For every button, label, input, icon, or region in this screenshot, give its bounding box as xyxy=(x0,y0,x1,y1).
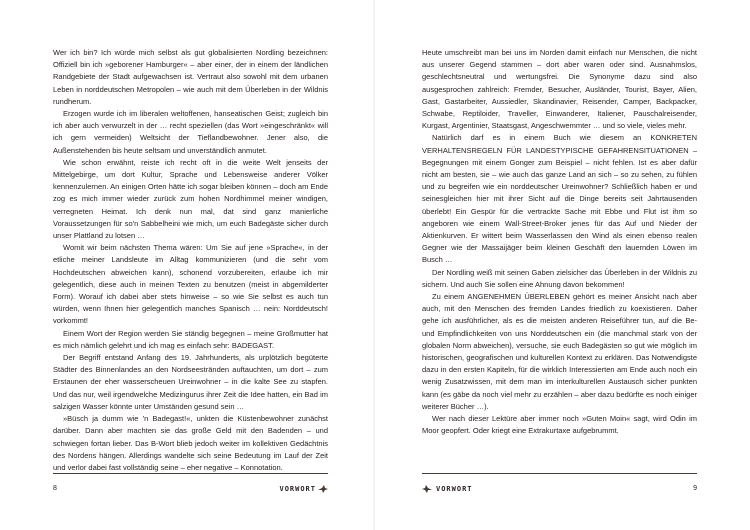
left-footer xyxy=(53,483,328,495)
section-title: VORWORT xyxy=(279,485,316,493)
section-title: VORWORT xyxy=(436,485,473,493)
paragraph: Der Begriff entstand Anfang des 19. Jahrhunderts, als urplötzlich begüterte Städter des Binnenlandes an den Nordseestränden auftauchten, um dort – zum Erstaunen der eher wasserscheuen Ureinwohner – in die kalte See zu stapfen. Und das nur, weil irgendwelche Medizingurus ihrer Zeit die Idee hatten, ein Bad im salzigen Wasser könnte unter Umständen gesund sein … xyxy=(53,353,328,411)
bird-icon xyxy=(318,485,328,493)
paragraph: Womit wir beim nächsten Thema wären: Um Sie auf jene »Sprache«, in der etliche meiner Landsleute im Alltag kommunizieren (und die sehr vom Hochdeutschen abweichen kann), schonend vorzubereiten, erlaube ich mir gelegentlich, diese auch in meinen Texten zu benutzen (meist in abgemilderter Form). Worauf ich dabei aber stets hinweise – so wie Sie selbst es auch tun würden, wenn Ihnen hier gelegentlich manches Spanisch … nein: Norddeutsch! vorkommt! xyxy=(53,243,328,326)
paragraph: Einem Wort der Region werden Sie ständig begegnen – meine Großmutter hat es mich nämlich gelehrt und ich mag es einfach sehr: BADEGAST. xyxy=(53,328,328,350)
page-number: 9 xyxy=(693,485,697,492)
paragraph: Der Nordling weiß mit seinen Gaben zielsicher das Überleben in der Wildnis zu sichern. Und auch Sie sollen eine Ahnung davon bekommen! xyxy=(422,267,697,289)
right-page-text xyxy=(422,47,697,438)
paragraph: Natürlich darf es in einem Buch wie diesem an KONKRETEN VERHALTENSREGELN FÜR LANDESTYPISCHE GEFAHRENSITUATIONEN – Begegnungen mit einem Gonger zum Beispiel – nicht fehlen. Ist es aber dafür nicht am besten, sie – wie auch das ganze Land an sich – so zu sehen, zu fühlen und zu begreifen wie ein norddeutscher Ureinwohner? Schließlich haben er und seinesgleichen hier mit ihrer Sicht auf die Dinge bereits seit Jahrtausenden überlebt! Ein Gespür für die vertrackte Sache mit Ebbe und Flut ist ihm so angeboren wie einem Wall-Street-Broker jenes für das Auf und Nieder der Aktienkurven. Er wittert beim Wasserlassen den Wind als einen ebenso realen Gegner wie der Massaijäger beim kleinen Geschäft den lauernden Löwen im Busch … xyxy=(422,133,697,265)
right-page xyxy=(375,0,750,530)
paragraph: »Büsch ja dumm wie 'n Badegast!«, unkten die Küstenbewohner zunächst darüber. Dann aber machten sie das große Geld mit den Badenden – und schwiegen fortan lieber. Das B-Wort blieb jedoch weiter im kollektiven Gedächtnis des Nordens hängen. Allerdings wandelte sich seine Bedeutung im Lauf der Zeit und verlor dabei fast vollständig seine – eher negative – Konnotation. xyxy=(53,414,328,472)
footer-rule xyxy=(53,473,328,474)
right-footer xyxy=(422,483,697,495)
paragraph: Erzogen wurde ich im liberalen weltoffenen, hanseatischen Geist; zugleich bin ich aber auch verwurzelt in der … recht speziellen (das Wort »eingeschränkt« will ich gern vermeiden) Weltsicht der Tieflandbewohner. Jener also, die Außenstehenden bis heute seltsam und unverständlich anmutet. xyxy=(53,109,328,155)
paragraph: Heute umschreibt man bei uns im Norden damit einfach nur Menschen, die nicht aus unserer Gegend stammen – dort aber waren oder sind. Ausnahmslos, geschlechtsneutral und wertungsfrei. Die Synonyme dazu sind also ausgesprochen zahlreich: Fremder, Besucher, Ausländer, Tourist, Bayer, Alien, Gast, Gastarbeiter, Aussiedler, Skandinavier, Reisender, Camper, Backpacker, Schwabe, Reptiloider, Traveller, Einwanderer, Italiener, Pauschalreisender, Kurgast, Argentinier, Staatsgast, Angeschwemmter … und so viele, vieles mehr. xyxy=(422,48,697,131)
paragraph: Wer ich bin? Ich würde mich selbst als gut globalisierten Nordling bezeichnen: Offiziell bin ich »geborener Hamburger« – aber einer, der in einem der ländlichen Randgebiete der Stadt aufgewachsen ist. Vertraut also sowohl mit dem urbanen Leben in norddeutschen Metropolen – wie auch mit dem Überleben in der Wildnis rundherum. xyxy=(53,48,328,106)
page-number: 8 xyxy=(53,485,57,492)
paragraph: Wer nach dieser Lektüre aber immer noch »Guten Moin« sagt, wird Odin im Moor geopfert. Oder kriegt eine Extrakurtaxe aufgebrummt. xyxy=(422,414,697,436)
paragraph: Zu einem ANGENEHMEN ÜBERLEBEN gehört es meiner Ansicht nach aber auch, mit den Menschen des fremden Landes friedlich zu koexistieren. Daher gehe ich ausführlicher, als es die meisten anderen Reiseführer tun, auf die Be- und Empfindlichkeiten von uns Norddeutschen ein (die manchmal stark von der globalen Norm abweichen), versuche, sie euch Badegästen so gut wie möglich im historischen, geografischen und kulturellen Kontext zu erklären. Das Notwendigste dazu in den ersten Kapiteln, für die wirklich Interessierten am Ende auch noch ein wenig Zusatzwissen, mit dem man im interkulturellen Austausch sicher punkten kann (es gäbe da noch viel mehr zu erzählen – aber dazu bedürfte es noch einiger weiterer Bücher …). xyxy=(422,292,697,411)
left-page-text xyxy=(53,47,328,474)
paragraph: Wie schon erwähnt, reiste ich recht oft in die weite Welt jenseits der Mittelgebirge, um dort Kultur, Sprache und Lebensweise anderer Völker kennenzulernen. An einigen Orten hätte ich sogar bleiben können – doch am Ende zog es mich immer wieder zurück zum hohen Nordhimmel meiner windigen, verregneten Heimat. Ich denk nun mal, dat sind ganz manierliche Voraussetzungen für so'n Sabbelheini wie mich, um euch Badegäste sicher durch unser Plattland zu lotsen … xyxy=(53,157,328,241)
footer-rule xyxy=(422,473,697,474)
bird-icon xyxy=(422,485,432,493)
